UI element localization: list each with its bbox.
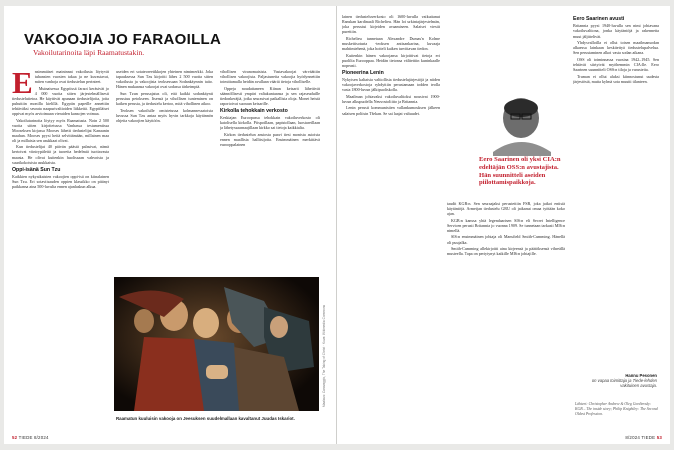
right-column-3 bbox=[573, 14, 659, 369]
paragraph: Keskiajan Euroopassa tehokkain vakoiluverkosto oli katolisella kirkolla. Piispoillaan, papistollaan, luostareillaan ja lähetyssaarnaajillaan kirkko sai tietoja kaikkialta. bbox=[220, 115, 320, 131]
sources-note: Lähteet: Christopher Andrew & Oleg Gordievsky: KGB – The inside story; Philip Knightley: The Second Oldest Profession. bbox=[575, 402, 658, 416]
section-heading-lenin: Pioneerina Lenin bbox=[342, 69, 384, 76]
left-column-2 bbox=[116, 69, 213, 271]
article-subheadline: Vakoilutarinoita läpi Raamatustakin. bbox=[33, 48, 145, 57]
intro-text: nsimmäiset maininnat vakoilusta löytyvät tuhansien vuosien takaa ja ne kuvastavat, miten vanhoja ovat tiedustelun perinteet. bbox=[34, 69, 109, 85]
paragraph: Sun Tzun perusajatus oli, että kaikki sodankäynti perustuu petokseen. Itsensä ja vihollisen tunteminen on kaiken perusta, ja tiedustelu kertoo, mitä vihollinen aikoo. bbox=[116, 90, 213, 106]
folio-left bbox=[12, 435, 49, 440]
paragraph: lainen tiedusteluverkosto oli 1600-luvulla vaikuttanut Ranskan kardinaali Richelieu. Hän loi urkintajärjestelmän, joka perustui kirjeiden avaamiseen. Salaiset viestit purettiin. bbox=[342, 14, 440, 35]
folio-right bbox=[625, 435, 662, 440]
page-number: 53 bbox=[656, 435, 662, 440]
right-column-2 bbox=[447, 201, 565, 437]
issue-number: 8/2024 bbox=[34, 435, 49, 440]
left-page bbox=[4, 6, 337, 444]
paragraph: Yhdysvalloilla ei ollut toisen maailmansodan alkaessa lainkaan keskitettyä tiedustelupalvelua. Sen perustaminen alkoi vasta sodan aikana. bbox=[573, 40, 659, 56]
left-column-1 bbox=[12, 69, 109, 437]
section-heading-saarinen: Eero Saarinen avusti bbox=[573, 16, 625, 22]
drop-cap: E bbox=[12, 69, 33, 100]
caravaggio-painting bbox=[114, 277, 319, 411]
right-column-1 bbox=[342, 14, 440, 438]
paragraph: Kuitenkin hänen vakoojansa kirjoittivat tietoja eri puolilta Eurooppaa. Heidän tietonsa välitettiin kuninkaalle nopeasti. bbox=[342, 52, 440, 68]
pull-quote: Eero Saarinen oli yksi CIA:n edeltäjän OSS:n avustajista. Hän suunnitteli aseiden piilottamispaikkoja. bbox=[479, 156, 561, 187]
paragraph: Teoksen vakoilulle omistetussa kolmannessatoista luvussa Sun Tzu antaa myös hyvin tarkkoja käytännön ohjeita vakoojien käyttöön. bbox=[116, 107, 213, 123]
paragraph: useiden eri sotateoreetikkojen yhteinen nimimerkki. Joka tapauksessa Sun Tzu kirjoitti lähes 2 500 vuotta sitten vakoilusta ja vakoojista teoksessaan Sodankäynnin taito. Hänen mukaansa vakoojat ovat sodassa tärkeimpiä. bbox=[116, 69, 213, 90]
paragraph: Muinaisessa Egyptissä faraot keräsivät jo 4 000 vuotta sitten järjestelmällisesti tiedustelutietoa. He käyttivät apunaan tiedustelijoita, joita puhuttiin monilla kielillä. Egyptin papeille annettiin tehtäväksi seurata naapurivaltioiden liikkeitä. Egyptiläiset oppivat myös arvioimaan vieraiden kansojen voimaa. bbox=[12, 85, 109, 116]
paragraph: Vakoilutarinoita löytyy myös Raamatusta. Noin 2 500 vuotta sitten kirjoitetussa Vanhassa testamentissa Mooseksen kirjassa Mooses lähetti tiedustelijat Kanaanin maahan. Mooses pyysi heitä selvittämään, millainen maa oli ja millaisia sen asukkaat olivat. bbox=[12, 117, 109, 143]
paragraph: vihollisen viranomaisista. Vastavakoojat värväättiin vihollisen vakoojista. Paljastuneita vakoojia hyödynnettiin toimittamalla heidän avullaan vääriä tietoja viholliselle. bbox=[220, 69, 320, 85]
paragraph: taudit KGB:n. Sen seuraajaksi perustettiin FSB, joka jatkoi entisiä käytäntöjä. Armeijan tiedustelu GRU oli jatkanut omaa työtään koko ajan. bbox=[447, 201, 565, 217]
author-name: Hannu Pesonen bbox=[625, 373, 657, 378]
paragraph: Maailman johtavaksi vakoiluvaltioksi nousivat 1900-luvun alkupuolella Neuvostoliitto ja Britannia. bbox=[342, 93, 440, 104]
paragraph: Kirkon tiedustelun ansiosta paavi tiesi monista asioista ennen maallisia hallitsijoita. Ensimmäinen merkittävä eurooppalainen bbox=[220, 132, 320, 148]
paragraph: Richelieu tunnetaan Alexandre Dumas'n Kolme muskettisoturia -teoksen antisankarina, kuvaaja mahtimiehenä, joka hoiteli kaiken tarvittavan tiedon. bbox=[342, 35, 440, 51]
paragraph: OSS oli toiminnassa vuosina 1942–1945. Sen tehtävät siirtyivät myöhemmin CIA:lle. Eero Saarinen suunnitteli OSS:n tiloja ja varusteita. bbox=[573, 56, 659, 72]
paragraph: SIS:n ensimmäinen johtaja oli Mansfield Smith-Cumming. Hänellä oli puujalka. bbox=[447, 234, 565, 245]
article-headline: VAKOOJIA JO FARAOILLA bbox=[24, 31, 222, 48]
page-number: 52 bbox=[12, 435, 18, 440]
right-page bbox=[337, 6, 670, 444]
paragraph: Lenin perusti kommunistien vallankumouksen jälkeen salaisen poliisin Tšekan. Se sai laajat valtuudet. bbox=[342, 105, 440, 116]
section-heading-church: Kirkolla tehokkain verkosto bbox=[220, 107, 288, 114]
paragraph: Kaikkien nykyaikaisten vakoojien oppi-isä on kiinalainen Sun Tzu. Eri sotaviisauden oppien klassikko on pitänyt paikkansa aina 500-luvulta ennen ajanlaskun alkua. bbox=[12, 174, 109, 190]
magazine-name: TIEDE bbox=[18, 435, 33, 440]
issue-number: 8/2024 bbox=[625, 435, 640, 440]
left-column-3 bbox=[220, 69, 320, 271]
paragraph: Oppeja noudattaneen Kiinan keisarit lähettivät säännöllisesti ympäri valtakuntaansa ja sen rajaseuduille tiedonkeräjiä, jotka seurasivat paikallisia oloja. Monet heistä raportoivat suoraan keisarille. bbox=[220, 85, 320, 106]
painting-illustration bbox=[114, 277, 319, 411]
section-heading-sun-tzu: Oppi-isänä Sun Tzu bbox=[12, 166, 61, 173]
paragraph: Smith-Cumming allekirjoitti aina kirjeensä ja päätöksensä vihreällä musteella. Tapa on periytynyt kaikille MI6:n johtajille. bbox=[447, 246, 565, 257]
photo-credit: Maalaus: Caravaggio, The Taking of Christ · Kuva: Wikimedia Commons bbox=[322, 304, 326, 407]
author-role: on vapaa toimittaja ja Tiede-lehden vakituinen avustaja. bbox=[591, 378, 657, 389]
paragraph: Nykyisen kaltaisia valtiollisia tiedustelujärjestöjä ja niiden vakoojaverkostoja ryhdyttiin perustamaan todden teolla vasta 1800-luvun jälkipuoliskolla. bbox=[342, 77, 440, 93]
paragraph: Truman ei ollut aluksi kiinnostunut uudesta järjestöstä, mutta kylmä sota muutti tilanteen. bbox=[573, 73, 659, 84]
paragraph: Kun tiedustelijat 40 päivän päästä palasivat, nämä kertoivat viinirypäleitä ja tuoreita hedelmiä tuottavasta maasta. He olivat kuitenkin huolissaan vahvoista ja suurikokoisista asukkaista. bbox=[12, 144, 109, 165]
magazine-name: TIEDE bbox=[641, 435, 656, 440]
painting-caption: Raamatun kuuluisin vakooja on Jeesuksen suudelmallaan kavaltanut Juudas Iskariot. bbox=[116, 416, 295, 421]
author-byline bbox=[583, 373, 657, 389]
paragraph: Britannia pyysi 1940-luvulla sen nimi johtavana vakoiluvaltiona, jonka käytäntöjä ja rakennetta muut jäljittelivät. bbox=[573, 23, 659, 39]
paragraph: KGB:n kanssa yhtä legendaarisen SIS:n eli Secret Intelligence Servicen perusti Britannia jo vuonna 1909. Se tunnetaan tarkasti MI6:n nimellä. bbox=[447, 217, 565, 233]
